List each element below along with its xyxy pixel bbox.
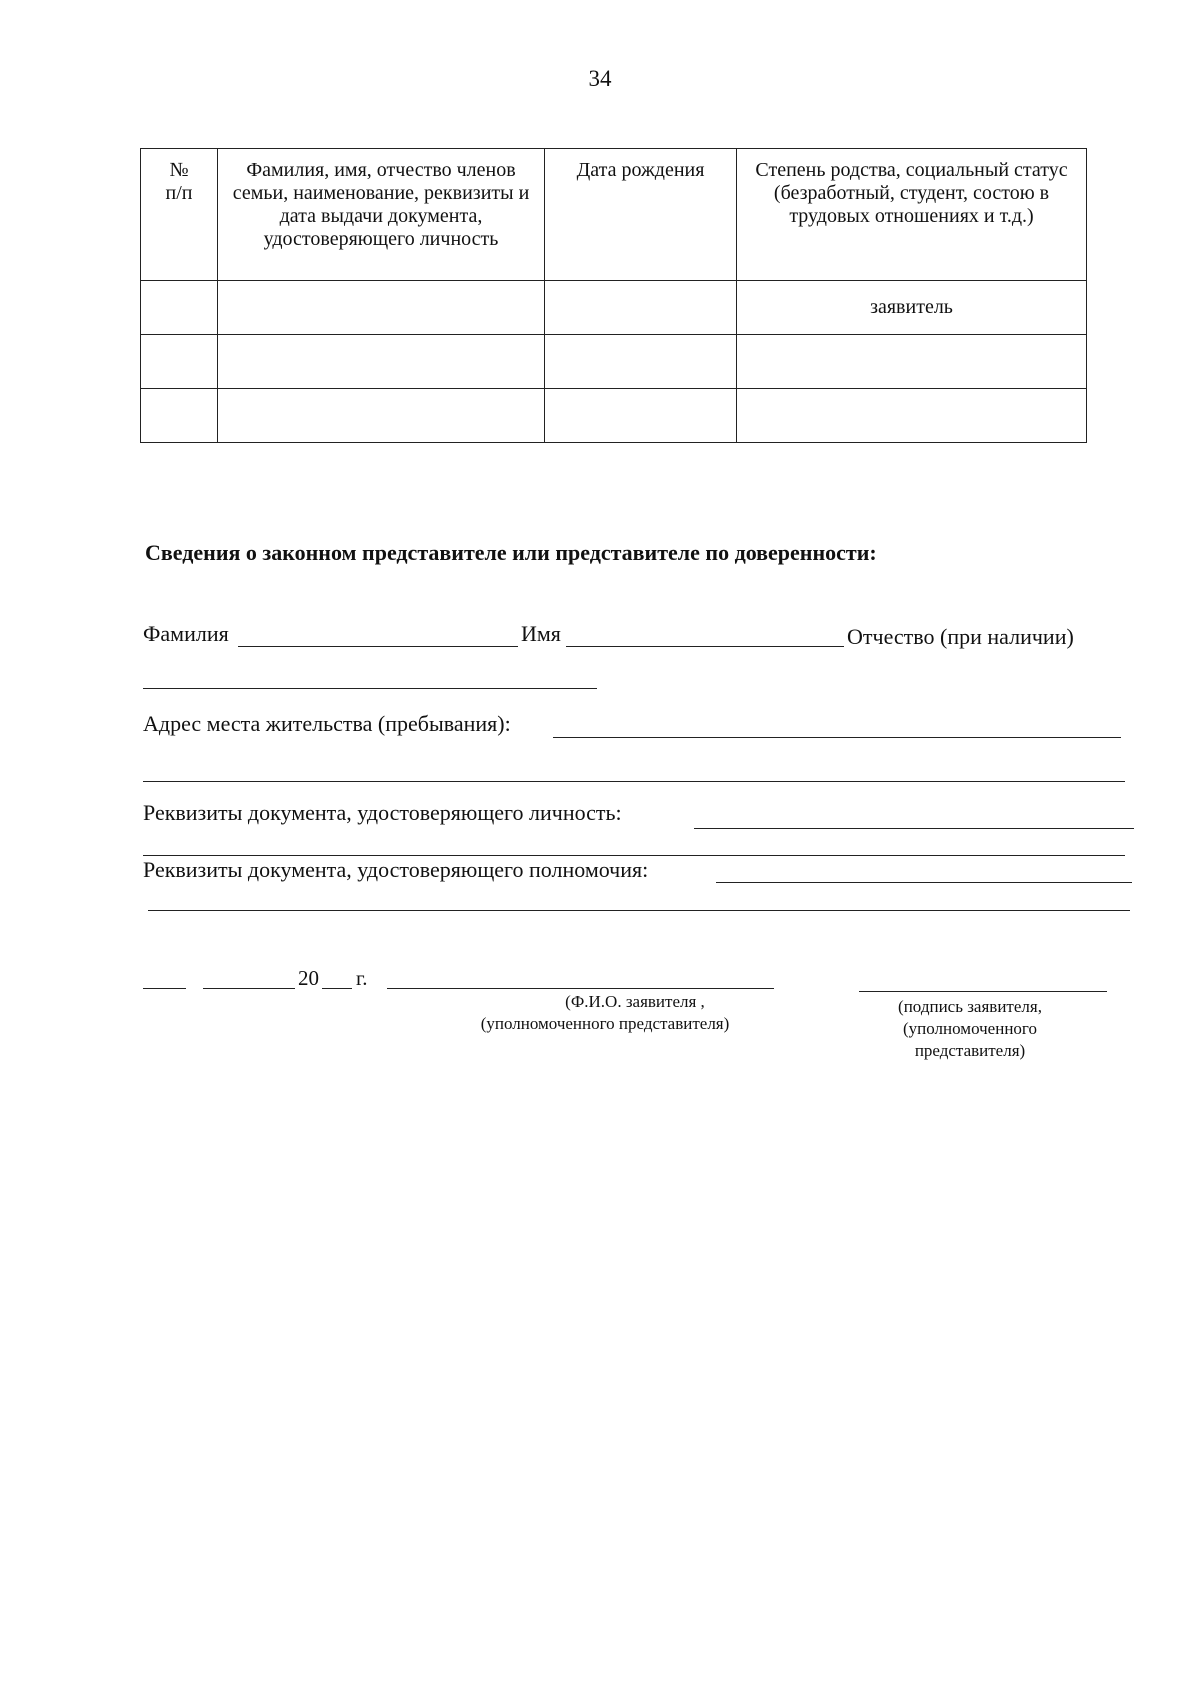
header-full-name: Фамилия, имя, отчество членов семьи, наименование, реквизиты и дата выдачи документа, удостоверяющего личность — [218, 149, 545, 281]
cell-birth-date[interactable] — [545, 335, 737, 389]
date-month-field[interactable] — [203, 988, 295, 989]
cell-full-name[interactable] — [218, 335, 545, 389]
address-label: Адрес места жительства (пребывания): — [143, 711, 511, 736]
address-field-line-2[interactable] — [143, 781, 1125, 782]
applicant-signature-field[interactable] — [859, 991, 1107, 992]
representative-heading: Сведения о законном представителе или представителе по доверенности: — [145, 540, 877, 565]
cell-relationship[interactable] — [737, 389, 1087, 443]
year-suffix: г. — [356, 966, 368, 990]
patronymic-field[interactable] — [143, 688, 597, 689]
cell-relationship[interactable]: заявитель — [737, 281, 1087, 335]
authority-document-field-line-2[interactable] — [148, 910, 1130, 911]
cell-relationship[interactable] — [737, 335, 1087, 389]
id-document-field[interactable] — [694, 828, 1134, 829]
applicant-fio-field[interactable] — [387, 988, 774, 989]
signature-caption-line-3: представителя) — [914, 1041, 1026, 1060]
signature-caption — [855, 996, 1085, 1062]
address-field[interactable] — [553, 737, 1121, 738]
table-header-row — [141, 149, 1087, 281]
table-row — [141, 281, 1087, 335]
cell-birth-date[interactable] — [545, 389, 737, 443]
signature-caption-line-2: (уполномоченного — [903, 1019, 1037, 1038]
name-field[interactable] — [566, 646, 844, 647]
cell-number[interactable] — [141, 389, 218, 443]
table-row — [141, 335, 1087, 389]
header-relationship: Степень родства, социальный статус (безработный, студент, состою в трудовых отношениях и т.д.) — [737, 149, 1087, 281]
cell-full-name[interactable] — [218, 281, 545, 335]
id-document-field-line-2[interactable] — [143, 855, 1125, 856]
fio-caption-line-1: (Ф.И.О. заявителя , — [565, 992, 705, 1011]
authority-document-field[interactable] — [716, 882, 1132, 883]
cell-number[interactable] — [141, 281, 218, 335]
page-number: 34 — [588, 66, 612, 91]
signature-caption-line-1: (подпись заявителя, — [898, 997, 1042, 1016]
family-members-table — [140, 148, 1087, 443]
authority-document-label: Реквизиты документа, удостоверяющего полномочия: — [143, 857, 649, 882]
header-birth-date: Дата рождения — [545, 149, 737, 281]
patronymic-label: Отчество (при наличии) — [847, 624, 1074, 649]
year-prefix: 20 — [298, 966, 319, 990]
id-document-label: Реквизиты документа, удостоверяющего личность: — [143, 800, 622, 825]
date-day-field[interactable] — [143, 988, 186, 989]
fio-caption-line-2: (уполномоченного представителя) — [480, 1014, 730, 1033]
cell-full-name[interactable] — [218, 389, 545, 443]
header-number: № п/п — [141, 149, 218, 281]
surname-field[interactable] — [238, 646, 518, 647]
date-year-field[interactable] — [322, 988, 352, 989]
cell-birth-date[interactable] — [545, 281, 737, 335]
surname-label: Фамилия — [143, 621, 229, 646]
table-row — [141, 389, 1087, 443]
name-label: Имя — [521, 621, 561, 646]
cell-number[interactable] — [141, 335, 218, 389]
fio-caption — [440, 991, 770, 1035]
